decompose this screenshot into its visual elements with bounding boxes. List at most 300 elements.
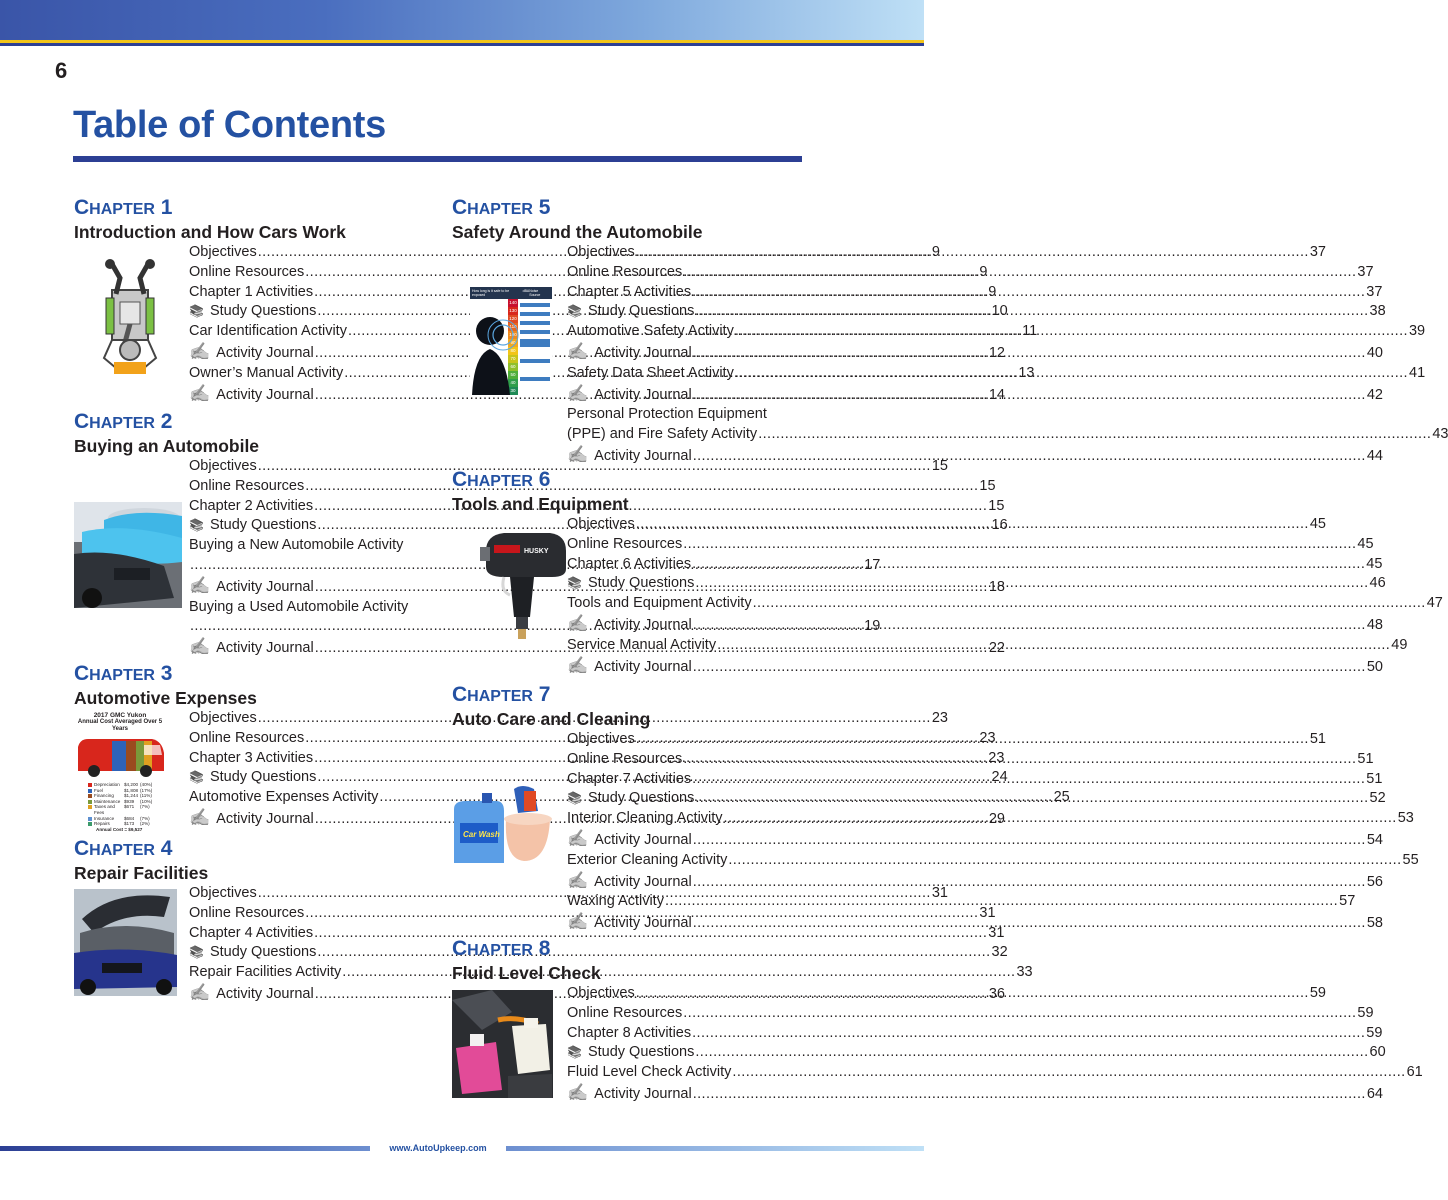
toc-entry[interactable] xyxy=(567,263,1374,283)
toc-entry-label: Exterior Cleaning Activity xyxy=(567,851,728,868)
chapter-number: 4 xyxy=(160,837,173,860)
svg-text:HUSKY: HUSKY xyxy=(524,548,549,555)
toc-page-number: 33 xyxy=(1016,964,1033,981)
cost-legend-name: Repairs xyxy=(94,821,110,827)
cost-legend-name: Financing xyxy=(94,793,114,799)
dot-leader xyxy=(728,851,1401,871)
chapter-number: 7 xyxy=(538,683,551,706)
toc-entry-label: Automotive Expenses Activity xyxy=(189,789,379,806)
chapter-heading xyxy=(74,661,257,687)
toc-page-number: 9 xyxy=(931,244,940,260)
toc-entry[interactable] xyxy=(567,594,1443,614)
engine-illustration xyxy=(96,258,164,376)
noise-chart-thumbnail xyxy=(470,287,552,395)
toc-page-number: 40 xyxy=(1366,344,1383,361)
study-icon: 📚 xyxy=(189,770,204,785)
toc-entry-label: Fluid Level Check Activity xyxy=(567,1064,732,1081)
chapter-title: Introduction and How Cars Work xyxy=(74,222,346,242)
toc-page-number: 38 xyxy=(1369,303,1386,320)
chapter-heading xyxy=(74,836,208,862)
toc-entry-label: Objectives xyxy=(189,458,257,474)
dot-leader xyxy=(693,386,1366,406)
toc-entry-label: Interior Cleaning Activity xyxy=(567,810,723,827)
toc-entry-label: Repair Facilities Activity xyxy=(189,964,342,981)
toc-page-number: 23 xyxy=(979,729,996,746)
journal-icon: ✍ xyxy=(189,341,211,361)
chapter-heading xyxy=(452,682,650,708)
toc-entry-label: Activity Journal xyxy=(594,1085,692,1102)
toc-entry[interactable] xyxy=(567,283,1383,303)
dot-leader xyxy=(735,364,1408,384)
cost-legend-swatch xyxy=(88,794,92,798)
dot-leader xyxy=(693,1085,1366,1105)
toc-page-number: 24 xyxy=(991,769,1008,786)
page-title: Table of Contents xyxy=(73,104,386,146)
cost-chart-total: Annual Cost = $9,527 xyxy=(96,826,143,832)
toc-entry-label: Activity Journal xyxy=(594,386,692,403)
cost-chart-subtitle: Annual Cost Averaged Over 5 Years xyxy=(77,719,163,732)
toc-entry-label: Activity Journal xyxy=(216,985,314,1002)
toc-page-number: 45 xyxy=(1366,555,1383,572)
chapter-title: Buying an Automobile xyxy=(74,436,260,456)
journal-icon: ✍ xyxy=(189,637,211,657)
toc-page-number: 47 xyxy=(1426,595,1443,612)
toc-page-number: 37 xyxy=(1366,283,1383,300)
chapter-heading xyxy=(74,195,346,221)
chapter-title: Fluid Level Check xyxy=(452,963,601,983)
dot-leader xyxy=(305,477,978,497)
toc-entry-label: Objectives xyxy=(189,244,257,260)
toc-page-number: 54 xyxy=(1366,831,1383,848)
toc-entry[interactable] xyxy=(189,536,426,556)
cost-legend-percent: (40%) xyxy=(140,782,153,787)
noise-level-cell: 110 xyxy=(509,324,517,329)
toc-entry[interactable] xyxy=(567,1082,1383,1105)
dot-leader xyxy=(692,770,1365,790)
toc-page-number: 36 xyxy=(988,985,1005,1002)
toc-entry-label: Automotive Safety Activity xyxy=(567,323,734,340)
toc-page-number: 45 xyxy=(1357,535,1374,552)
cost-legend-percent: (7%) xyxy=(140,815,150,821)
chapter-heading-initial: C xyxy=(74,196,90,219)
toc-entry-label: Chapter 6 Activities xyxy=(567,555,692,572)
toc-page-number: 18 xyxy=(988,578,1005,595)
cost-legend-name: Fuel xyxy=(94,787,103,793)
study-icon: 📚 xyxy=(189,304,204,319)
toc-page-number: 9 xyxy=(988,283,997,300)
toc-page-number: 16 xyxy=(991,517,1008,534)
header-blue-stripe xyxy=(0,43,924,46)
chapter-title: Safety Around the Automobile xyxy=(452,222,703,242)
dot-leader xyxy=(693,658,1366,678)
toc-entry-label: Chapter 3 Activities xyxy=(189,749,314,766)
toc-entry-label: Activity Journal xyxy=(594,344,692,361)
toc-entry-label: Study Questions xyxy=(209,944,317,961)
toc-page-number: 43 xyxy=(1432,426,1448,443)
toc-entry[interactable] xyxy=(189,243,940,263)
study-icon: 📚 xyxy=(567,304,582,319)
toc-page-number: 32 xyxy=(991,944,1008,961)
toc-entry-label: Objectives xyxy=(567,985,635,1001)
toc-entry-label: Car Identification Activity xyxy=(189,323,347,340)
dot-leader xyxy=(693,447,1366,467)
engine-bay-fluid-photo xyxy=(452,990,553,1098)
journal-icon: ✍ xyxy=(567,613,589,633)
toc-page-number: 48 xyxy=(1366,616,1383,633)
toc-page-number: 46 xyxy=(1369,575,1386,592)
header-gradient-band xyxy=(0,0,924,40)
toc-page-number: 17 xyxy=(864,556,881,573)
dot-leader xyxy=(636,984,1309,1004)
dot-leader xyxy=(695,302,1368,322)
chapter-heading-rest: HAPTER xyxy=(89,667,155,684)
chapter-number: 3 xyxy=(160,662,173,685)
toc-page-number: 10 xyxy=(991,303,1008,320)
footer-rule-right xyxy=(506,1146,924,1151)
cost-legend-swatch xyxy=(88,805,92,809)
toc-page-number: 19 xyxy=(864,618,881,635)
toc-entry-label: Personal Protection Equipment xyxy=(567,406,767,423)
toc-page-number: 52 xyxy=(1369,790,1386,807)
toc-entry-label: Online Resources xyxy=(567,263,683,280)
toc-entry-label: Chapter 1 Activities xyxy=(189,283,314,300)
cost-chart-title: 2017 GMC Yukon xyxy=(93,712,147,719)
cost-legend-amount: $1,244 xyxy=(124,793,139,799)
chapter-heading xyxy=(452,195,703,221)
toc-page-number: 41 xyxy=(1409,364,1426,381)
toc-page-number: 29 xyxy=(988,810,1005,827)
journal-icon: ✍ xyxy=(567,655,589,675)
toc-page-number: 23 xyxy=(988,749,1005,766)
chapter-heading-initial: C xyxy=(452,937,468,960)
toc-entry-label: Online Resources xyxy=(567,1004,683,1021)
noise-level-cell: 60 xyxy=(508,363,518,371)
toc-page-number: 15 xyxy=(988,497,1005,514)
dot-leader xyxy=(693,873,1366,893)
toc-entry[interactable] xyxy=(567,405,804,425)
dot-leader xyxy=(693,344,1366,364)
toc-entry-label: Activity Journal xyxy=(594,831,692,848)
toc-entry-label: Online Resources xyxy=(567,535,683,552)
chapter-heading-initial: C xyxy=(74,837,90,860)
toc-page-number: 50 xyxy=(1366,658,1383,675)
cost-chart-thumbnail xyxy=(74,712,166,832)
toc-page-number: 22 xyxy=(988,640,1005,657)
suv-cost-illustration xyxy=(74,733,166,777)
toc-entry-label: Chapter 5 Activities xyxy=(567,283,692,300)
chapter-title: Tools and Equipment xyxy=(452,494,629,514)
cost-legend-swatch xyxy=(88,783,92,787)
noise-level-cell: 30 xyxy=(508,387,518,395)
chapter-heading-rest: HAPTER xyxy=(89,842,155,859)
cost-legend-amount: $4,200 xyxy=(124,782,139,787)
toc-page-number: 55 xyxy=(1402,851,1419,868)
toc-page-number: 56 xyxy=(1366,873,1383,890)
toc-page-number: 12 xyxy=(988,344,1005,361)
toc-entry[interactable] xyxy=(567,535,1374,555)
cost-legend-percent: (2%) xyxy=(140,821,150,827)
person-silhouette-icon xyxy=(470,309,514,395)
open-hood-car-photo xyxy=(74,889,177,996)
toc-page-number: 31 xyxy=(988,924,1005,941)
cost-legend-amount: $173 xyxy=(124,821,135,827)
toc-entry-label: Study Questions xyxy=(587,1044,695,1061)
toc-entry-label: Safety Data Sheet Activity xyxy=(567,364,734,381)
toc-entry-label: Study Questions xyxy=(209,769,317,786)
toc-entry-label: Activity Journal xyxy=(594,616,692,633)
journal-icon: ✍ xyxy=(567,341,589,361)
toc-entry-label: Study Questions xyxy=(587,575,695,592)
toc-page-number: 15 xyxy=(979,477,996,494)
toc-entry[interactable] xyxy=(567,1024,1383,1044)
toc-page-number: 58 xyxy=(1366,915,1383,932)
toc-page-number: 31 xyxy=(979,904,996,921)
toc-entry[interactable] xyxy=(567,655,1383,678)
study-icon: 📚 xyxy=(567,791,582,806)
cost-legend-amount: $1,808 xyxy=(124,787,139,793)
cost-legend-percent: (7%) xyxy=(140,804,150,810)
chapter-heading-rest: HAPTER xyxy=(467,473,533,490)
chapter-number: 1 xyxy=(160,196,173,219)
chapter-heading xyxy=(74,409,259,435)
toc-entry[interactable] xyxy=(567,1063,1423,1083)
chapter-heading-rest: HAPTER xyxy=(467,942,533,959)
dot-leader xyxy=(693,914,1366,934)
toc-page-number: 60 xyxy=(1369,1044,1386,1061)
noise-level-cell: 50 xyxy=(508,371,518,379)
cost-legend-name: Maintenance xyxy=(94,798,121,804)
toc-entry-label: Objectives xyxy=(567,244,635,260)
chapter-number: 6 xyxy=(538,468,551,491)
dot-leader xyxy=(692,555,1365,575)
dot-leader xyxy=(693,831,1366,851)
noise-level-cell: 130 xyxy=(509,308,517,313)
chapter-title: Auto Care and Cleaning xyxy=(452,709,651,729)
cleaning-supplies-image xyxy=(452,783,558,868)
journal-icon: ✍ xyxy=(567,1082,589,1102)
toc-page-number: 45 xyxy=(1309,516,1326,532)
dot-leader xyxy=(683,263,1356,283)
toc-page-number: 25 xyxy=(1053,789,1070,806)
journal-icon: ✍ xyxy=(189,807,211,827)
toc-entry-label: Online Resources xyxy=(567,750,683,767)
dot-leader xyxy=(758,425,1431,445)
dot-leader xyxy=(683,1004,1356,1024)
chapter-heading-initial: C xyxy=(74,662,90,685)
chapter-heading-initial: C xyxy=(74,410,90,433)
toc-page-number: 51 xyxy=(1309,731,1326,747)
toc-entry-label: Activity Journal xyxy=(216,640,314,657)
toc-entry[interactable] xyxy=(567,828,1383,851)
toc-entry-label: Study Questions xyxy=(587,790,695,807)
dot-leader xyxy=(692,1024,1365,1044)
toc-entry-label: Online Resources xyxy=(189,904,305,921)
chapter-heading-initial: C xyxy=(452,196,468,219)
cost-legend-swatch xyxy=(88,817,92,821)
toc-page-number: 53 xyxy=(1397,810,1414,827)
dot-leader xyxy=(695,574,1368,594)
chapter-heading-initial: C xyxy=(452,468,468,491)
chapter-number: 2 xyxy=(160,410,173,433)
toc-entry-label: Activity Journal xyxy=(594,447,692,464)
toc-page-number: 44 xyxy=(1366,447,1383,464)
noise-level-cell: 140 xyxy=(509,300,517,305)
toc-entry-label: Chapter 4 Activities xyxy=(189,924,314,941)
toc-entry-label: Study Questions xyxy=(587,303,695,320)
toc-entry[interactable] xyxy=(567,1004,1374,1024)
dot-leader xyxy=(683,750,1356,770)
noise-level-cell: 120 xyxy=(509,316,517,321)
toc-page-number: 59 xyxy=(1366,1024,1383,1041)
journal-icon: ✍ xyxy=(567,870,589,890)
cost-legend-row xyxy=(88,804,166,815)
toc-entry[interactable] xyxy=(189,457,948,477)
dot-leader xyxy=(695,789,1368,809)
dot-leader xyxy=(636,243,1309,263)
journal-icon: ✍ xyxy=(567,383,589,403)
toc-entry-label: Activity Journal xyxy=(216,810,314,827)
chapter-number: 5 xyxy=(538,196,551,219)
noise-level-cell: 40 xyxy=(508,379,518,387)
dot-leader xyxy=(636,515,1309,535)
toc-entry-label: Activity Journal xyxy=(216,578,314,595)
chapter-title: Automotive Expenses xyxy=(74,688,257,708)
journal-icon: ✍ xyxy=(189,575,211,595)
toc-page-number: 15 xyxy=(931,458,948,474)
noise-chart-header-right2: Noise Source xyxy=(529,289,541,297)
toc-entry[interactable] xyxy=(567,851,1419,871)
cost-legend-percent: (17%) xyxy=(140,787,153,793)
dot-leader xyxy=(636,730,1309,750)
toc-entry-label: Chapter 7 Activities xyxy=(567,770,692,787)
chapter-heading xyxy=(452,936,601,962)
toc-page-number: 51 xyxy=(1357,750,1374,767)
cost-legend-swatch xyxy=(88,789,92,793)
cost-chart-legend xyxy=(74,782,166,827)
toc-entry-label: Objectives xyxy=(567,516,635,532)
toc-entry[interactable] xyxy=(189,263,988,283)
toc-page-number: 13 xyxy=(1018,364,1035,381)
toc-page-number: 59 xyxy=(1357,1004,1374,1021)
cost-legend-amount: $684 xyxy=(124,815,135,821)
noise-level-cell: 100 xyxy=(509,332,517,337)
toc-entry-label: Owner’s Manual Activity xyxy=(189,364,344,381)
cost-legend-amount: $939 xyxy=(124,798,135,804)
dot-leader xyxy=(735,322,1408,342)
toc-entry-label: Study Questions xyxy=(209,517,317,534)
chapter-heading-rest: HAPTER xyxy=(89,201,155,218)
toc-page-number: 64 xyxy=(1366,1085,1383,1102)
dot-leader xyxy=(683,535,1356,555)
dot-leader xyxy=(693,616,1366,636)
toc-entry[interactable] xyxy=(567,425,1448,445)
chapter-heading-rest: HAPTER xyxy=(89,415,155,432)
toc-entry-label: Objectives xyxy=(189,710,257,726)
toc-page-number: 49 xyxy=(1391,636,1408,653)
dot-leader xyxy=(717,636,1390,656)
cost-legend-name: Depreciation xyxy=(94,782,120,787)
dot-leader xyxy=(317,943,990,963)
journal-icon: ✍ xyxy=(567,444,589,464)
toc-entry[interactable] xyxy=(189,924,1005,944)
noise-chart-header-left: How long is it safe to be exposed xyxy=(472,289,510,297)
chapter-heading-rest: HAPTER xyxy=(467,201,533,218)
toc-entry-label: Chapter 2 Activities xyxy=(189,497,314,514)
dot-leader xyxy=(732,1063,1405,1083)
dot-leader xyxy=(695,1043,1368,1063)
journal-icon: ✍ xyxy=(567,828,589,848)
cost-legend-swatch xyxy=(88,800,92,804)
toc-entry-label: Tools and Equipment Activity xyxy=(567,595,752,612)
toc-page-number: 37 xyxy=(1309,244,1326,260)
noise-level-cell: 90 xyxy=(508,339,518,347)
noise-level-cell: 70 xyxy=(508,355,518,363)
dot-leader xyxy=(753,594,1426,614)
cost-legend-percent: (10%) xyxy=(140,798,153,804)
toc-entry-label: Chapter 8 Activities xyxy=(567,1024,692,1041)
toc-entry-label: (PPE) and Fire Safety Activity xyxy=(567,426,758,443)
cost-legend-amount: $671 xyxy=(124,804,135,810)
study-icon: 📚 xyxy=(189,945,204,960)
toc-page-number: 23 xyxy=(931,710,948,726)
page-number: 6 xyxy=(55,58,68,83)
chapter-heading-initial: C xyxy=(452,683,468,706)
toc-entry[interactable] xyxy=(567,243,1326,263)
toc-page-number: 57 xyxy=(1339,893,1356,910)
cost-legend-name: Taxes and Fees xyxy=(94,804,115,815)
footer-url: www.AutoUpkeep.com xyxy=(389,1143,487,1153)
chapter-heading-rest: HAPTER xyxy=(467,688,533,705)
dot-leader xyxy=(314,497,987,517)
toc-entry-label: Study Questions xyxy=(209,303,317,320)
toc-entry-label: Objectives xyxy=(189,885,257,901)
toc-entry-label: Online Resources xyxy=(189,477,305,494)
dot-leader xyxy=(665,892,1338,912)
toc-page-number: 37 xyxy=(1357,263,1374,280)
toc-page-number: 39 xyxy=(1408,323,1426,340)
cost-legend-percent: (11%) xyxy=(140,793,152,799)
toc-entry-label: Activity Journal xyxy=(216,344,314,361)
dot-leader xyxy=(342,963,1015,983)
journal-icon: ✍ xyxy=(189,982,211,1002)
noise-chart-header-right: dBA xyxy=(522,289,530,293)
chapter-heading xyxy=(452,467,629,493)
chapter-number: 8 xyxy=(538,937,551,960)
journal-icon: ✍ xyxy=(567,912,589,932)
study-icon: 📚 xyxy=(567,1045,582,1060)
toc-page-number: 14 xyxy=(988,386,1005,403)
toc-entry-label: Activity Journal xyxy=(594,915,692,932)
toc-entry[interactable] xyxy=(189,598,426,618)
toc-page-number: 59 xyxy=(1309,985,1326,1001)
dot-leader xyxy=(724,809,1397,829)
noise-level-cell: 80 xyxy=(508,347,518,355)
toc-entry-label: Objectives xyxy=(567,731,635,747)
study-icon: 📚 xyxy=(189,518,204,533)
toc-page-number: 9 xyxy=(979,263,988,280)
car-wash-label: Car Wash xyxy=(463,830,500,839)
chapter-title: Repair Facilities xyxy=(74,863,209,883)
toc-entry[interactable] xyxy=(567,1043,1386,1063)
toc-page-number: 51 xyxy=(1366,770,1383,787)
cost-legend-swatch xyxy=(88,822,92,826)
toc-entry-label: Activity Journal xyxy=(216,386,314,403)
toc-entry-label: Online Resources xyxy=(189,263,305,280)
toc-entry-label: Buying a Used Automobile Activity xyxy=(189,598,409,615)
dot-leader xyxy=(692,283,1365,303)
toc-entry-label: Activity Journal xyxy=(594,873,692,890)
study-icon: 📚 xyxy=(567,576,582,591)
